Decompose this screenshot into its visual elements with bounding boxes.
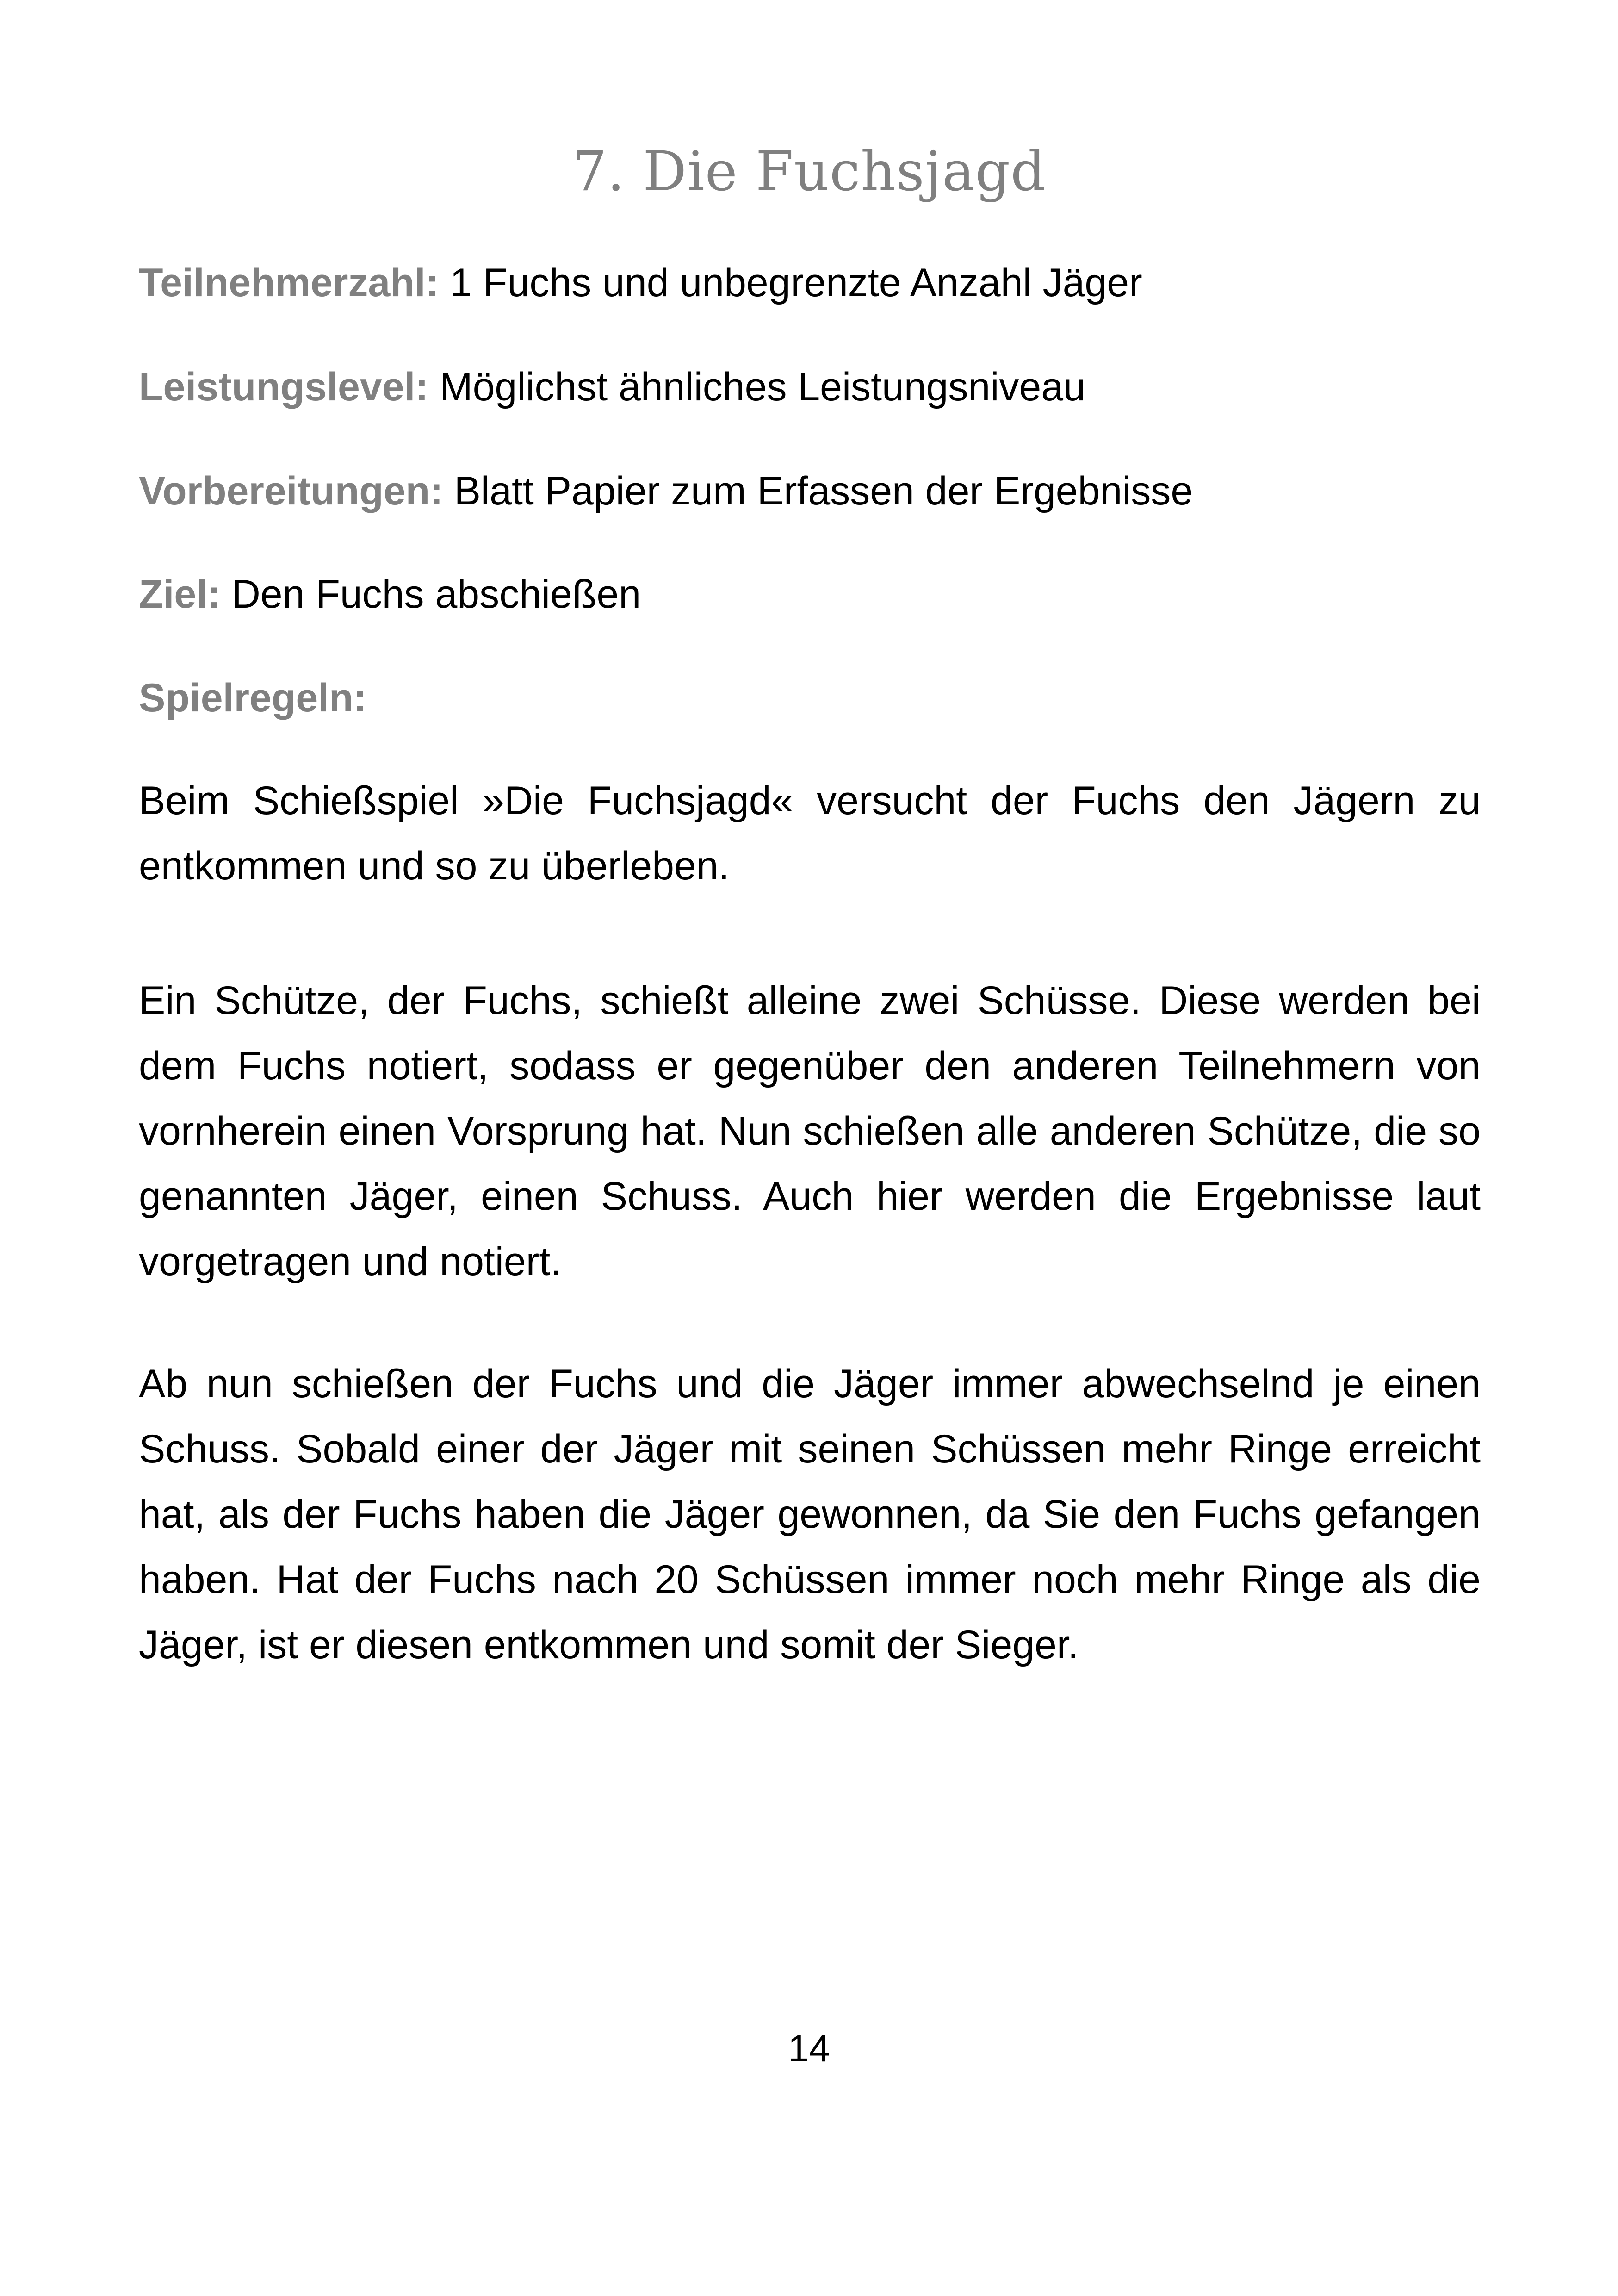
field-value: 1 Fuchs und unbegrenzte Anzahl Jäger: [450, 261, 1142, 305]
field-label: Ziel:: [139, 572, 221, 616]
page-number: 14: [787, 2028, 831, 2070]
field-label: Spielregeln:: [139, 676, 367, 720]
paragraph-intro: Beim Schießspiel »Die Fuchsjagd« versucht der Fuchs den Jägern zu entkommen und so zu überleben.: [139, 778, 1481, 888]
field-label: Teilnehmerzahl:: [139, 261, 439, 305]
field-label: Vorbereitungen:: [139, 469, 443, 513]
field-value: Blatt Papier zum Erfassen der Ergebnisse: [454, 469, 1193, 513]
page-title: 7. Die Fuchsjagd: [572, 139, 1046, 203]
field-value: Den Fuchs abschießen: [231, 572, 641, 616]
field-spielregeln: [139, 674, 1481, 722]
field-vorbereitungen: [139, 467, 1481, 515]
field-ziel: [139, 571, 1481, 618]
field-value: Möglichst ähnliches Leistungsniveau: [439, 365, 1085, 409]
field-label: Leistungslevel:: [139, 365, 429, 409]
field-leistungslevel: [139, 363, 1481, 411]
paragraph-setup: Ein Schütze, der Fuchs, schießt alleine zwei Schüsse. Diese werden bei dem Fuchs notiert, sodass er gegenüber den anderen Teilnehmern von vornherein einen Vorsprung hat. Nun schießen alle anderen Schütze, die so genannten Jäger, einen Schuss. Auch hier werden die Ergebnisse laut vorgetragen und notiert.: [139, 978, 1481, 1284]
field-teilnehmerzahl: [139, 259, 1481, 307]
paragraph-rules: Ab nun schießen der Fuchs und die Jäger immer abwechselnd je einen Schuss. Sobald einer der Jäger mit seinen Schüssen mehr Ringe erreicht hat, als der Fuchs haben die Jäger gewonnen, da Sie den Fuchs gefangen haben. Hat der Fuchs nach 20 Schüssen immer noch mehr Ringe als die Jäger, ist er diesen entkommen und somit der Sieger.: [139, 1362, 1481, 1667]
